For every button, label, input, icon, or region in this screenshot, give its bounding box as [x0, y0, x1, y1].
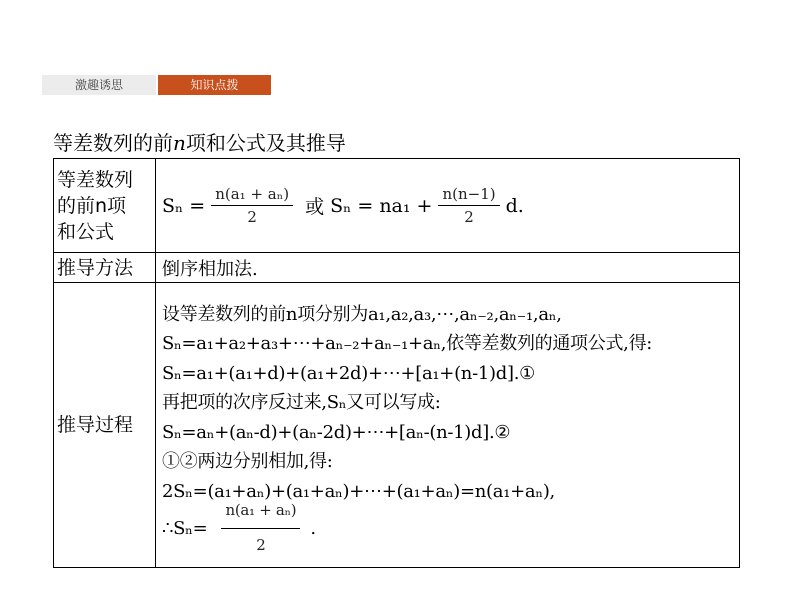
- derivation-text: 设等差数列的前n项分别为a₁,a₂,a₃,⋯,aₙ₋₂,aₙ₋₁,aₙ, Sₙ=a₁+a₂+a₃+⋯+aₙ₋₂+aₙ₋₁+aₙ,依等差数列的通项公式,得: Sₙ=a₁+(a₁+d)+(a₁+2d)+⋯+[a₁+(n-1)d].① 再把项的次序反过来,Sₙ又可以写成: Sₙ=aₙ+(aₙ-d)+(aₙ-2d)+⋯+[aₙ-(n-1)d].② ①②两边分别相加,得: 2Sₙ=(a₁+aₙ)+(a₁+aₙ)+⋯+(a₁+aₙ)=n(a₁+aₙ), ∴Sₙ= $\frac{\text{n(a₁ + aₙ)}}{2}$ .: [156, 283, 740, 568]
- section-heading: 等差数列的前n项和公式及其推导: [53, 131, 346, 155]
- fraction: $\frac{\text{n(a₁ + aₙ)}}{2}$: [221, 496, 300, 560]
- tab-intro[interactable]: 激趣诱思: [42, 75, 156, 95]
- tab-knowledge[interactable]: 知识点拨: [158, 75, 271, 95]
- table-row: [54, 283, 740, 568]
- formula-table: [53, 158, 740, 568]
- table-row: [54, 159, 740, 253]
- sum-formula: Sₙ = $\frac{\text{n(a₁ + aₙ)}}{2}$ 或 Sₙ = na₁ + $\frac{n(n-1)}{2}$ d.: [156, 159, 740, 253]
- row-label-method: 推导方法: [54, 253, 156, 283]
- table-row: [54, 253, 740, 283]
- fraction: $\frac{\text{n(a₁ + aₙ)}}{2}$: [211, 185, 293, 226]
- method-value: 倒序相加法.: [156, 253, 740, 283]
- row-label-derivation: 推导过程: [54, 283, 156, 568]
- fraction: $\frac{n(n-1)}{2}$: [438, 185, 499, 226]
- row-label-formula: 等差数列 的前n项 和公式: [54, 159, 156, 253]
